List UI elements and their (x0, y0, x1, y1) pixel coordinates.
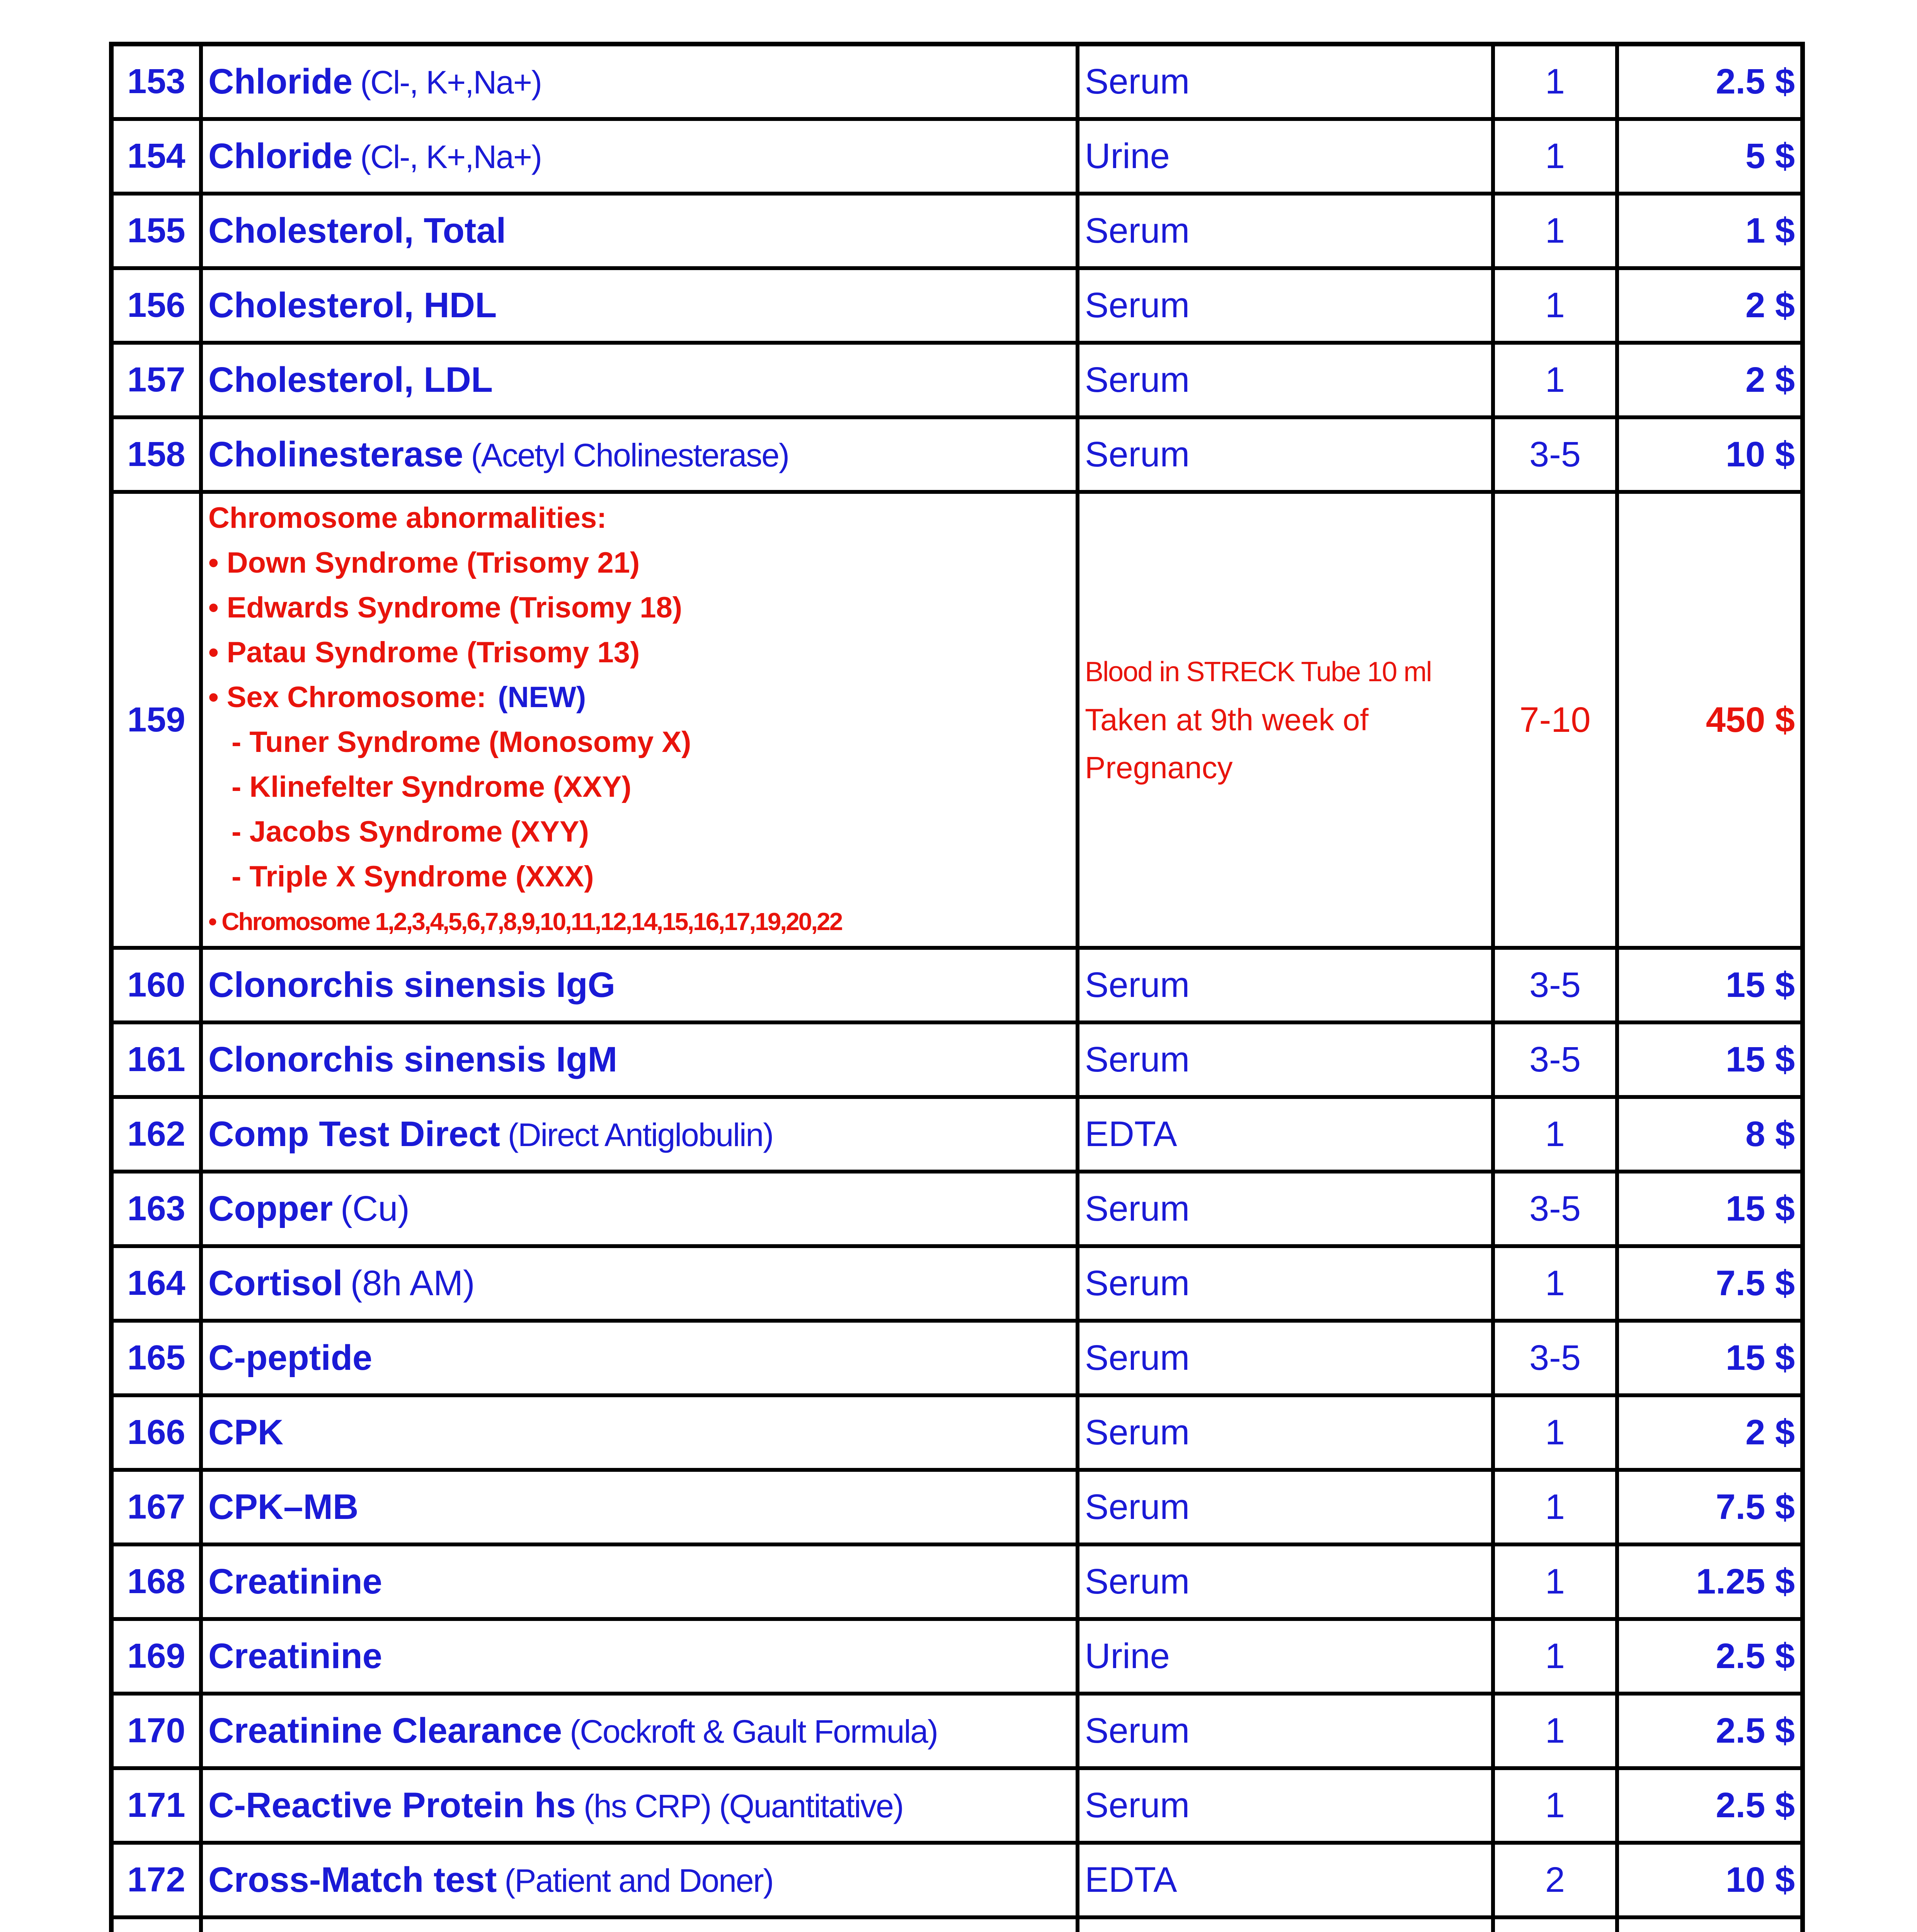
test-price: 10 $ (1617, 1843, 1803, 1917)
test-price: 10 $ (1617, 417, 1803, 492)
sample-type: Serum (1078, 1172, 1493, 1246)
test-number: 172 (111, 1843, 201, 1917)
test-number: 164 (111, 1246, 201, 1321)
test-name-cell (201, 268, 1078, 343)
test-name: CPK–MB (208, 1487, 359, 1527)
test-note: (Cu) (340, 1189, 410, 1228)
test-name-cell (201, 119, 1078, 194)
test-name-cell (201, 1172, 1078, 1246)
table-row (111, 44, 1803, 119)
test-name: Chloride (208, 62, 353, 101)
test-name: CPK (208, 1413, 284, 1452)
test-name-cell (201, 1544, 1078, 1619)
test-price-table (109, 42, 1805, 1932)
chromosome-line-jacobs: - Jacobs Syndrome (XYY) (232, 815, 589, 848)
sample-type: Serum (1078, 1544, 1493, 1619)
turnaround-days: 1 (1493, 1097, 1617, 1172)
turnaround-days: 1 (1493, 1694, 1617, 1768)
table-row (111, 1246, 1803, 1321)
chromosome-line-edwards: • Edwards Syndrome (Trisomy 18) (208, 591, 683, 624)
test-price: 450 $ (1617, 492, 1803, 948)
test-price: 15 $ (1617, 1321, 1803, 1395)
table-row (111, 1022, 1803, 1097)
test-price: 7.5 $ (1617, 1246, 1803, 1321)
test-number: 157 (111, 343, 201, 417)
table-row (111, 1544, 1803, 1619)
turnaround-days: 1 (1493, 1544, 1617, 1619)
table-row (111, 1917, 1803, 1932)
test-note: (hs CRP) (Quantitative) (583, 1788, 903, 1824)
test-price: 2.5 $ (1617, 1694, 1803, 1768)
test-note: (Acetyl Cholinesterase) (471, 437, 789, 473)
chromosome-line-patau: • Patau Syndrome (Trisomy 13) (208, 636, 640, 669)
table-row (111, 1470, 1803, 1544)
turnaround-days: 1 (1493, 343, 1617, 417)
test-note: (Cl-, K+,Na+) (360, 139, 541, 175)
test-note: (8h AM) (350, 1264, 475, 1303)
chromosome-abnormalities-list (201, 492, 1078, 948)
test-name-cell (201, 194, 1078, 268)
test-name: Comp Test Direct (208, 1114, 500, 1154)
turnaround-days: 1 (1493, 1619, 1617, 1694)
test-price: 15 $ (1617, 1022, 1803, 1097)
test-price: 2.5 $ (1617, 44, 1803, 119)
table-row (111, 1097, 1803, 1172)
new-tag: (NEW) (498, 681, 586, 714)
test-number: 165 (111, 1321, 201, 1395)
chromosome-line-tuner: - Tuner Syndrome (Monosomy X) (232, 726, 691, 759)
table-row (111, 1172, 1803, 1246)
table-row (111, 1395, 1803, 1470)
sample-type: Serum (1078, 1022, 1493, 1097)
chromosome-line-triplex: - Triple X Syndrome (XXX) (232, 860, 594, 893)
test-name-cell (201, 1470, 1078, 1544)
test-price: 2 $ (1617, 343, 1803, 417)
test-name: Clonorchis sinensis IgG (208, 965, 616, 1005)
turnaround-days: 1 (1493, 1246, 1617, 1321)
test-note: (Direct Antiglobulin) (507, 1117, 773, 1153)
test-number: 171 (111, 1768, 201, 1843)
test-name-cell (201, 1843, 1078, 1917)
test-number: 162 (111, 1097, 201, 1172)
test-name-cell (201, 1097, 1078, 1172)
test-number: 156 (111, 268, 201, 343)
sample-type: Urine (1078, 1619, 1493, 1694)
test-name: Cholesterol, Total (208, 211, 506, 250)
test-price: 7.5 $ (1617, 1470, 1803, 1544)
turnaround-days (1493, 1917, 1617, 1932)
sample-type: Serum (1078, 948, 1493, 1022)
table-row (111, 417, 1803, 492)
table-row (111, 194, 1803, 268)
turnaround-days: 1 (1493, 1395, 1617, 1470)
sample-type: EDTA (1078, 1097, 1493, 1172)
turnaround-days: 3-5 (1493, 1321, 1617, 1395)
test-name-cell (201, 343, 1078, 417)
test-name: Chloride (208, 136, 353, 176)
table-body (111, 44, 1803, 1932)
turnaround-days: 2 (1493, 1843, 1617, 1917)
test-name: Cross-Match test (208, 1860, 497, 1900)
turnaround-days: 3-5 (1493, 417, 1617, 492)
test-note: (Cl-, K+,Na+) (360, 64, 541, 100)
test-price: 2 $ (1617, 268, 1803, 343)
test-number: 158 (111, 417, 201, 492)
test-number: 169 (111, 1619, 201, 1694)
sample-type: Serum (1078, 1321, 1493, 1395)
test-number: 170 (111, 1694, 201, 1768)
test-number: 166 (111, 1395, 201, 1470)
sample-type: Serum (1078, 1246, 1493, 1321)
chromosome-line-sex: • Sex Chromosome: (208, 681, 487, 714)
test-name-cell (201, 44, 1078, 119)
test-name: Cholesterol, HDL (208, 286, 497, 325)
test-name-cell (201, 1321, 1078, 1395)
test-price: 1.25 $ (1617, 1544, 1803, 1619)
table-row (111, 343, 1803, 417)
turnaround-days: 1 (1493, 119, 1617, 194)
test-price: 2 $ (1617, 1395, 1803, 1470)
test-name-cell (201, 417, 1078, 492)
test-price: 2.5 $ (1617, 1768, 1803, 1843)
test-name: Creatinine Clearance (208, 1711, 562, 1750)
sample-type: Serum (1078, 268, 1493, 343)
test-name: Cortisol (208, 1264, 343, 1303)
table-row (111, 1321, 1803, 1395)
test-name: C-peptide (208, 1338, 373, 1378)
sample-type: Serum (1078, 1470, 1493, 1544)
test-price (1617, 1917, 1803, 1932)
test-number: 159 (111, 492, 201, 948)
test-price: 1 $ (1617, 194, 1803, 268)
turnaround-days: 1 (1493, 1470, 1617, 1544)
test-note: (Patient and Doner) (504, 1862, 773, 1899)
sample-type (1078, 1917, 1493, 1932)
test-note: (Cockroft & Gault Formula) (570, 1713, 938, 1750)
test-name: Cholinesterase (208, 435, 463, 474)
test-number: 168 (111, 1544, 201, 1619)
sample-line-timing: Taken at 9th week of Pregnancy (1085, 702, 1369, 785)
chromosome-line-heading: Chromosome abnormalities: (208, 502, 607, 534)
test-number: 153 (111, 44, 201, 119)
sample-type: Serum (1078, 44, 1493, 119)
table-row-chromosome (111, 492, 1803, 948)
table-row (111, 119, 1803, 194)
test-name: Clonorchis sinensis IgM (208, 1040, 618, 1079)
test-price: 8 $ (1617, 1097, 1803, 1172)
turnaround-days: 3-5 (1493, 1022, 1617, 1097)
sample-type: Serum (1078, 417, 1493, 492)
turnaround-days: 1 (1493, 1768, 1617, 1843)
table-row (111, 1619, 1803, 1694)
test-number: 154 (111, 119, 201, 194)
turnaround-days: 7-10 (1493, 492, 1617, 948)
turnaround-days: 3-5 (1493, 1172, 1617, 1246)
sample-type: Serum (1078, 1768, 1493, 1843)
table-row (111, 1843, 1803, 1917)
test-name-cell (201, 1246, 1078, 1321)
sample-line-tube: Blood in STRECK Tube 10 ml (1085, 656, 1432, 687)
turnaround-days: 3-5 (1493, 948, 1617, 1022)
sample-type (1078, 492, 1493, 948)
chromosome-line-klinefelter: - Klinefelter Syndrome (XXY) (232, 770, 632, 803)
sample-type: Serum (1078, 1694, 1493, 1768)
sample-type: EDTA (1078, 1843, 1493, 1917)
test-name-cell (201, 1022, 1078, 1097)
test-number: 155 (111, 194, 201, 268)
test-name: C-Reactive Protein hs (208, 1786, 576, 1825)
turnaround-days: 1 (1493, 268, 1617, 343)
turnaround-days: 1 (1493, 194, 1617, 268)
table-row (111, 268, 1803, 343)
chromosome-line-sex-wrapper (208, 675, 1070, 720)
test-name-cell (201, 1768, 1078, 1843)
sample-type: Urine (1078, 119, 1493, 194)
table-row (111, 948, 1803, 1022)
test-number: 160 (111, 948, 201, 1022)
test-name-cell (201, 1619, 1078, 1694)
test-price: 15 $ (1617, 1172, 1803, 1246)
sample-type: Serum (1078, 194, 1493, 268)
test-name: Copper (208, 1189, 333, 1228)
sample-type: Serum (1078, 1395, 1493, 1470)
table-row (111, 1694, 1803, 1768)
test-price: 5 $ (1617, 119, 1803, 194)
test-price: 2.5 $ (1617, 1619, 1803, 1694)
chromosome-line-list: • Chromosome 1,2,3,4,5,6,7,8,9,10,11,12,14,15,16,17,19,20,22 (208, 908, 842, 935)
test-name: Creatinine (208, 1636, 382, 1676)
turnaround-days: 1 (1493, 44, 1617, 119)
test-name-cell (201, 948, 1078, 1022)
test-number: 161 (111, 1022, 201, 1097)
test-number (111, 1917, 201, 1932)
test-number: 163 (111, 1172, 201, 1246)
test-name: Cholesterol, LDL (208, 360, 493, 400)
test-name-cell (201, 1395, 1078, 1470)
test-price: 15 $ (1617, 948, 1803, 1022)
test-name-cell (201, 1917, 1078, 1932)
chromosome-line-down: • Down Syndrome (Trisomy 21) (208, 546, 640, 579)
test-name-cell (201, 1694, 1078, 1768)
test-name: Creatinine (208, 1562, 382, 1601)
table-row (111, 1768, 1803, 1843)
test-number: 167 (111, 1470, 201, 1544)
sample-type: Serum (1078, 343, 1493, 417)
